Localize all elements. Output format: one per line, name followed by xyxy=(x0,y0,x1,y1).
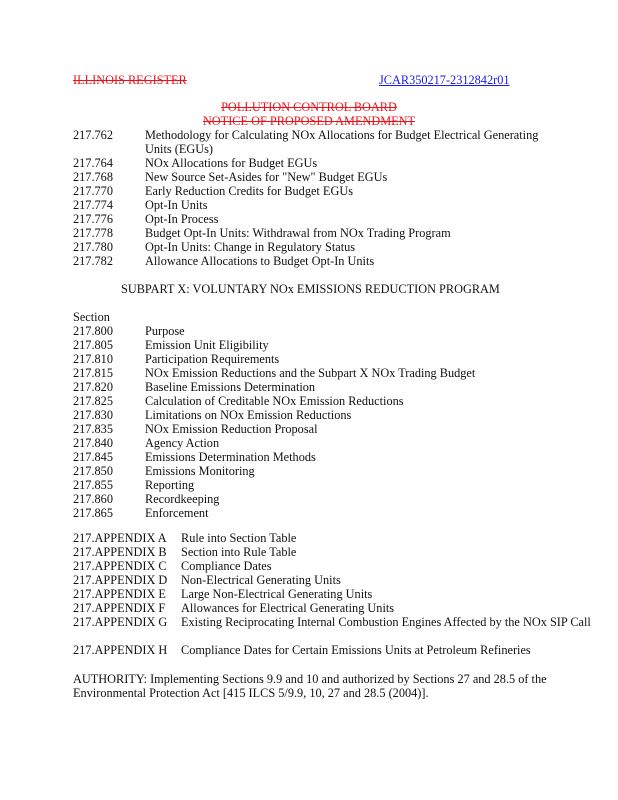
section-title: Recordkeeping xyxy=(145,492,220,506)
section-number: 217.APPENDIX E xyxy=(73,587,166,601)
subpart-heading: SUBPART X: VOLUNTARY NOx EMISSIONS REDUCTION PROGRAM xyxy=(121,282,500,296)
section-title: Limitations on NOx Emission Reductions xyxy=(145,408,352,422)
section-title: Budget Opt-In Units: Withdrawal from NOx Trading Program xyxy=(145,226,451,240)
section-number: 217.768 xyxy=(73,170,113,184)
section-number: 217.815 xyxy=(73,366,113,380)
section-title: Allowances for Electrical Generating Units xyxy=(181,601,395,615)
section-number: 217.782 xyxy=(73,254,113,268)
section-number: 217.774 xyxy=(73,198,113,212)
section-title: NOx Emission Reduction Proposal xyxy=(145,422,318,436)
section-number: 217.780 xyxy=(73,240,113,254)
section-title: Calculation of Creditable NOx Emission Reductions xyxy=(145,394,404,408)
section-title: Participation Requirements xyxy=(145,352,280,366)
register-header: ILLINOIS REGISTER xyxy=(73,73,187,87)
section-number: 217.800 xyxy=(73,324,113,338)
section-title: Early Reduction Credits for Budget EGUs xyxy=(145,184,353,198)
section-number: 217.855 xyxy=(73,478,113,492)
section-title: Compliance Dates for Certain Emissions Units at Petroleum Refineries xyxy=(181,643,531,657)
section-number: 217.850 xyxy=(73,464,113,478)
section-title: NOx Emission Reductions and the Subpart X NOx Trading Budget xyxy=(145,366,476,380)
section-number: 217.825 xyxy=(73,394,113,408)
section-title: Purpose xyxy=(145,324,185,338)
section-label: Section xyxy=(73,310,110,324)
notice-heading: NOTICE OF PROPOSED AMENDMENT xyxy=(202,114,416,128)
section-title: Rule into Section Table xyxy=(181,531,297,545)
section-title: Opt-In Units xyxy=(145,198,208,212)
section-title: Existing Reciprocating Internal Combustion Engines Affected by the NOx SIP Call xyxy=(181,615,591,629)
section-number: 217.APPENDIX B xyxy=(73,545,167,559)
section-title: Compliance Dates xyxy=(181,559,272,573)
authority-note: AUTHORITY: Implementing Sections 9.9 and 10 and authorized by Sections 27 and 28.5 of the Environmental Protection Act [415 ILCS 5/9.9, 10, 27 and 28.5 (2004)]. xyxy=(73,672,547,700)
section-number: 217.770 xyxy=(73,184,113,198)
section-number: 217.APPENDIX G xyxy=(73,615,168,629)
section-number: 217.835 xyxy=(73,422,113,436)
section-number: 217.810 xyxy=(73,352,113,366)
section-number: 217.776 xyxy=(73,212,113,226)
section-number: 217.764 xyxy=(73,156,113,170)
section-title: Agency Action xyxy=(145,436,220,450)
section-number: 217.762 xyxy=(73,128,113,142)
section-number: 217.APPENDIX A xyxy=(73,531,167,545)
section-title: Opt-In Units: Change in Regulatory Status xyxy=(145,240,356,254)
section-title: Emissions Monitoring xyxy=(145,464,255,478)
agency-heading: POLLUTION CONTROL BOARD xyxy=(221,100,397,114)
section-title: Allowance Allocations to Budget Opt-In Units xyxy=(145,254,375,268)
section-title: Large Non-Electrical Generating Units xyxy=(181,587,373,601)
section-title: Methodology for Calculating NOx Allocations for Budget Electrical Generating Units (EGUs) xyxy=(145,128,539,156)
section-title: Reporting xyxy=(145,478,195,492)
section-title: NOx Allocations for Budget EGUs xyxy=(145,156,318,170)
section-title: Baseline Emissions Determination xyxy=(145,380,316,394)
section-title: Enforcement xyxy=(145,506,209,520)
section-number: 217.840 xyxy=(73,436,113,450)
section-number: 217.830 xyxy=(73,408,113,422)
section-number: 217.865 xyxy=(73,506,113,520)
section-number: 217.820 xyxy=(73,380,113,394)
section-number: 217.APPENDIX D xyxy=(73,573,168,587)
section-number: 217.805 xyxy=(73,338,113,352)
section-number: 217.845 xyxy=(73,450,113,464)
section-number: 217.860 xyxy=(73,492,113,506)
section-number: 217.APPENDIX H xyxy=(73,643,168,657)
section-title: Emission Unit Eligibility xyxy=(145,338,269,352)
section-number: 217.778 xyxy=(73,226,113,240)
jcar-link[interactable]: JCAR350217-2312842r01 xyxy=(379,73,510,87)
section-title: New Source Set-Asides for "New" Budget EGUs xyxy=(145,170,388,184)
section-title: Non-Electrical Generating Units xyxy=(181,573,341,587)
section-number: 217.APPENDIX C xyxy=(73,559,167,573)
section-title: Opt-In Process xyxy=(145,212,219,226)
section-number: 217.APPENDIX F xyxy=(73,601,166,615)
section-title: Emissions Determination Methods xyxy=(145,450,316,464)
section-title: Section into Rule Table xyxy=(181,545,297,559)
